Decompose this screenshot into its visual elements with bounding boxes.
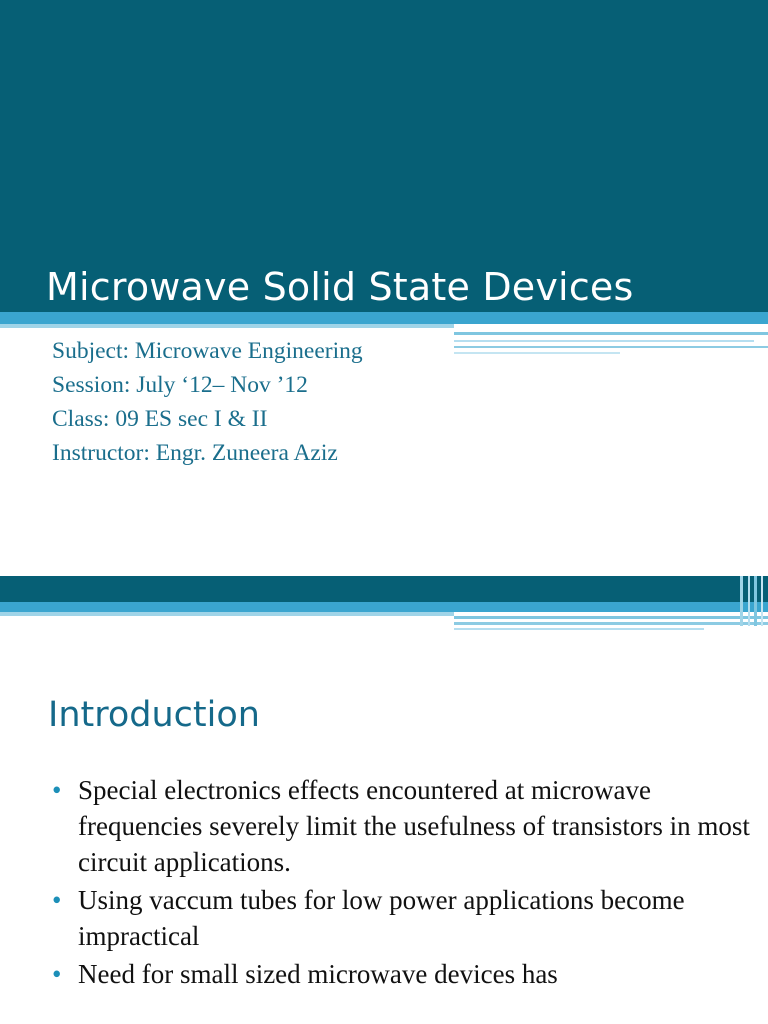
header-band (0, 576, 768, 602)
bullet-dot-icon: • (52, 959, 62, 989)
decorative-stripe (454, 352, 620, 354)
bullet-dot-icon: • (52, 885, 62, 915)
decorative-stripe (754, 576, 757, 626)
decorative-stripe (0, 312, 768, 324)
decorative-stripe (454, 622, 768, 625)
decorative-stripe (761, 576, 763, 626)
bullet-text: Special electronics effects encountered at microwave frequencies severely limit the usefulness of transistors in most circuit applications. (78, 775, 750, 877)
list-item (52, 772, 752, 880)
decorative-stripe (0, 324, 454, 328)
list-item (52, 882, 752, 954)
subtitle-class: Class: 09 ES sec I & II (52, 406, 268, 432)
decorative-stripe (454, 340, 754, 342)
list-item (52, 956, 752, 992)
bullet-dot-icon: • (52, 775, 62, 805)
decorative-stripe (0, 612, 454, 616)
decorative-stripe (0, 602, 768, 612)
introduction-slide (0, 576, 768, 1024)
decorative-stripe (748, 576, 750, 626)
slide-heading: Introduction (48, 695, 260, 735)
decorative-stripe (454, 332, 768, 335)
subtitle-subject: Subject: Microwave Engineering (52, 338, 363, 364)
bullet-text: Using vaccum tubes for low power applications become impractical (78, 885, 685, 951)
decorative-stripe (454, 616, 768, 619)
bullet-text: Need for small sized microwave devices has (78, 959, 558, 989)
subtitle-instructor: Instructor: Engr. Zuneera Aziz (52, 440, 338, 466)
bullet-list (52, 772, 752, 994)
subtitle-block (52, 334, 363, 470)
decorative-stripe (740, 576, 743, 626)
subtitle-session: Session: July ‘12– Nov ’12 (52, 372, 308, 398)
slide-title: Microwave Solid State Devices (46, 265, 634, 309)
decorative-stripe (454, 628, 704, 630)
decorative-stripe (454, 346, 768, 348)
